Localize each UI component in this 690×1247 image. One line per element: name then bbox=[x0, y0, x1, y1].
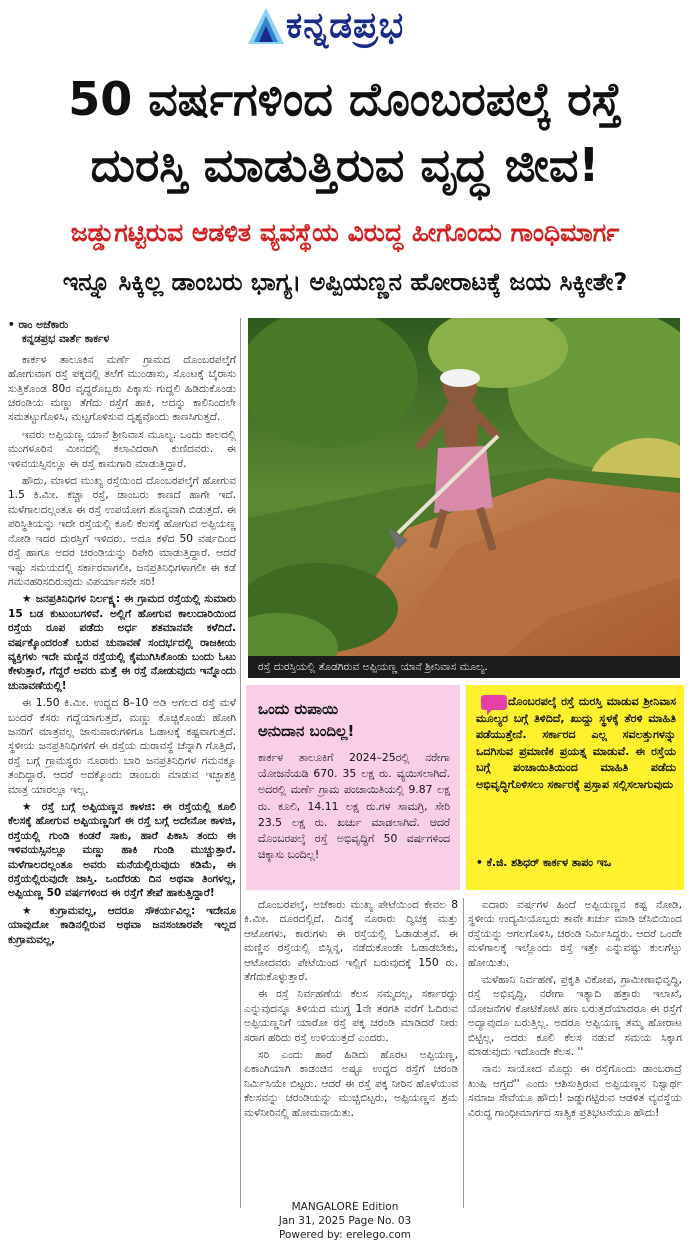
byline-org: ಕನ್ನಡಪ್ರಭ ವಾರ್ತೆ ಕಾರ್ಕಳ bbox=[22, 333, 110, 346]
subsection-paragraph: ★ ಜನಪ್ರತಿನಿಧಿಗಳ ನಿರ್ಲಕ್ಷ್ಯ: ಈ ಗ್ರಾಮದ ರಸ್ತೆಯಲ್ಲಿ ಸುಮಾರು 15 ಬಡ ಕುಟುಂಬಗಳಿವೆ. ಅಲ್ಲಿಗೆ ಹೋಗುವ ಕಾಲುದಾರಿಯಿಂದ ರಸ್ತೆಯ ರೂಪ ಪಡೆದು ಅರ್ಧ ಶತಮಾನವೇ ಕಳೆದಿದೆ. ವರ್ಷಕ್ಕೊಂದರಂತೆ ಬರುವ ಚುನಾವಣೆ ಸಂದರ್ಭದಲ್ಲಿ ರಾಜಕೀಯ ವ್ಯಕ್ತಿಗಳು ಇದೇ ಮಣ್ಣಿನ ರಸ್ತೆಯಲ್ಲಿ ಕೈಮುಗಿಸಿಕೊಂಡು ಬಂದು ಓಟು ಕೇಳುತ್ತಾರೆ, ಗೆದ್ದರೆ ಅವರು ಮತ್ತೆ ಈ ರಸ್ತೆ ನೋಡುವುದು ಇನ್ನೊಂದು ಚುನಾವಣೆಯಲ್ಲಿ! bbox=[8, 593, 236, 692]
pink-box-title-line-2: ಅನುದಾನ ಬಂದಿಲ್ಲ! bbox=[258, 722, 355, 740]
yellow-box-attribution: • ಕೆ.ಜಿ. ಶಶಿಧರ್ ಕಾರ್ಕಳ ತಾಪಂ ಇಒ bbox=[476, 856, 611, 869]
headline-line-2: ದುರಸ್ತಿ ಮಾಡುತ್ತಿರುವ ವೃದ್ಧ ಜೀವ! bbox=[90, 138, 600, 192]
edition-label: MANGALORE Edition bbox=[291, 1201, 399, 1213]
subsection-paragraph: ★ ಕುಗ್ರಾಮವಲ್ಲ, ಆದರೂ ಸೌಕರ್ಯವಿಲ್ಲ: ಇದೇನೂ ಯಾವುದೋ ಕಾಡಿನಲ್ಲಿರುವ ಅಥವಾ ಜನಸಂಚಾರವೇ ಇಲ್ಲದ ಕುಗ್ರಾಮವಲ್ಲ, bbox=[8, 904, 236, 946]
column-divider bbox=[240, 318, 241, 1208]
date-page-label: Jan 31, 2025 Page No. 03 bbox=[278, 1215, 412, 1227]
photo-caption: ರಸ್ತೆ ದುರಸ್ತಿಯಲ್ಲಿ ತೊಡಗಿರುವ ಅಪ್ಪಿಯಣ್ಣ ಯಾನೆ ಶ್ರೀನಿವಾಸ ಮೂಲ್ಯ. bbox=[248, 656, 680, 678]
subsection-paragraph: ★ ರಸ್ತೆ ಬಗ್ಗೆ ಅಪ್ಪಿಯಣ್ಣನ ಕಾಳಜಿ: ಈ ರಸ್ತೆಯಲ್ಲಿ ಕೂಲಿ ಕೆಲಸಕ್ಕೆ ಹೋಗುವ ಅಪ್ಪಿಯಣ್ಣನಿಗೆ ಈ ರಸ್ತೆ ಬಗ್ಗೆ ಅದೇನೋ ಕಾಳಜಿ, ರಸ್ತೆಯಲ್ಲಿ ಗುಂಡಿ ಕಂಡರೆ ಸಾಕು, ಹಾರೆ ಪಿಕಾಸಿ ತಂದು ಈ ಇಳಿವಯಸ್ಸಿನಲ್ಲೂ ಮಣ್ಣು ಹಾಕಿ ಗುಂಡಿ ಮುಚ್ಚುತ್ತಾರೆ. ಮಳೆಗಾಲದಲ್ಲಂತೂ ಅವರು ಮನೆಯಲ್ಲಿರುವುದು ಕಡಿಮೆ, ಈ ರಸ್ತೆಯಲ್ಲಿರುವುದೇ ಜಾಸ್ತಿ. ಒಂದೆರಡು ದಿನ ಅಥವಾ ತಿಂಗಳಲ್ಲ, ಅಪ್ಪಿಯಣ್ಣ 50 ವರ್ಷಗಳಿಂದ ಈ ರಸ್ತೆಗೆ ತೇಪೆ ಹಾಕುತ್ತಿದ್ದಾರೆ! bbox=[8, 801, 236, 900]
article-photo bbox=[248, 318, 680, 678]
pink-box-title bbox=[258, 698, 454, 742]
man-repairing-road-photo bbox=[248, 318, 680, 678]
subheadline-red: ಜಡ್ಡುಗಟ್ಟಿರುವ ಆಡಳಿತ ವ್ಯವಸ್ಥೆಯ ವಿರುದ್ಧ ಹೀಗೊಂದು ಗಾಂಧಿಮಾರ್ಗ bbox=[70, 218, 620, 247]
page-footer bbox=[0, 1200, 690, 1242]
subheadline-black: ಇನ್ನೂ ಸಿಕ್ಕಿಲ್ಲ ಡಾಂಬರು ಭಾಗ್ಯ। ಅಪ್ಪಿಯಣ್ಣನ ಹೋರಾಟಕ್ಕೆ ಜಯ ಸಿಕ್ಕೀತೇ? bbox=[62, 268, 628, 296]
powered-by-link[interactable]: Powered by: erelego.com bbox=[278, 1229, 412, 1241]
paragraph: ಈ 1.50 ಕಿ.ಮೀ. ಉದ್ದದ 8–10 ಅಡಿ ಅಗಲದ ರಸ್ತೆ ಮಳೆ ಬಂದರೆ ಕೆಸರು ಗದ್ದೆಯಾಗುತ್ತದೆ, ಮಣ್ಣು ಕೊಚ್ಚಿಕೊಂಡು ಹೋಗಿ ಜನರಿಗೆ ಮಾತ್ರವಲ್ಲ ಜಾನುವಾರುಗಳಿಗೂ ಓಡಾಟಕ್ಕೆ ಕಷ್ಟವಾಗುತ್ತದೆ. ಸ್ಥಳೀಯ ಜನಪ್ರತಿನಿಧಿಗಳಿಗೆ ಈ ರಸ್ತೆಯ ದುರಾವಸ್ಥೆ ಚೆನ್ನಾಗಿ ಗೊತ್ತಿದೆ, ರಸ್ತೆ ಬಗ್ಗೆ ಗ್ರಾಮಸ್ಥರು ನೂರಾರು ಬಾರಿ ಜನಪ್ರತಿನಿಧಿಗಳ ಗಮನಕ್ಕೂ ತಂದಿದ್ದಾರೆ. ಆದರೆ ಅದಕ್ಕೊಂದು ಡಾಂಬರು ಮಾಡುವ ಇಚ್ಛಾಶಕ್ತಿ ಮಾತ್ರ ಯಾರಲ್ಲೂ ಇಲ್ಲ. bbox=[8, 697, 236, 796]
yellow-box-quote: ದೊಂಬರಪಲ್ಕೆ ರಸ್ತೆ ದುರಸ್ತಿ ಮಾಡುವ ಶ್ರೀನಿವಾಸ ಮೂಲ್ಯರ ಬಗ್ಗೆ ತಿಳಿದಿದೆ, ಖುದ್ದು ಸ್ಥಳಕ್ಕೆ ತೆರಳಿ ಮಾಹಿತಿ ಪಡೆಯುತ್ತೇನೆ. ಸರ್ಕಾರದ ಎಲ್ಲ ಸವಲತ್ತುಗಳನ್ನು ಒದಗಿಸುವ ಪ್ರಮಾಣಿಕ ಪ್ರಯತ್ನ ಮಾಡುವೆ. ಈ ರಸ್ತೆಯ ಬಗ್ಗೆ ಪಂಚಾಯಿತಿಯಿಂದ ಮಾಹಿತಿ ಪಡೆದು ಅಭಿವೃದ್ಧಿಗೊಳಿಸಲು ಸರ್ಕಾರಕ್ಕೆ ಪ್ರಸ್ತಾಪ ಸಲ್ಲಿಸಲಾಗುವುದು bbox=[476, 695, 676, 791]
paragraph: ದೊಂಬರಪಲ್ಕೆ, ಅಜೆಕಾರು ಮುಖ್ಯ ಪೇಟೆಯಿಂದ ಕೇವಲ 8 ಕಿ.ಮೀ. ದೂರದಲ್ಲಿದೆ. ದಿನಕ್ಕೆ ನೂರಾರು ದ್ವಿಚಕ್ರ ಮತ್ತು ಆಟೋಗಳು, ಕಾರುಗಳು ಈ ರಸ್ತೆಯಲ್ಲಿ ಓಡಾಡುತ್ತವೆ. ಈ ಮಣ್ಣಿನ ರಸ್ತೆಯಲ್ಲಿ ಬಿಸ್ಲಿನ್ನ, ನಡೆದುಕೊಂಡೇ ಓಡಾಡಬೇಕು, ಆಟೋದವರು ಪೇಟೆಯಿಂದ ಇಲ್ಲಿಗೆ ಬರುವುದಕ್ಕೆ 150 ರು. ತೆಗೆದುಕೊಳ್ಳುತ್ತಾರೆ. bbox=[244, 899, 458, 984]
paragraph: ಮಳೆಹಾನಿ ನಿರ್ವಹಣೆ, ಪ್ರಕೃತಿ ವಿಕೋಪ, ಗ್ರಾಮೀಣಾಭಿವೃದ್ಧಿ, ರಸ್ತೆ ಅಭಿವೃದ್ಧಿ, ನರೇಗಾ ಇತ್ಯಾದಿ ಹತ್ತಾರು ಇಲಾಖೆ, ಯೋಜನೆಗಳ ಕೋಟಿಕೋಟಿ ಹಣ ಬರುತ್ತದೆಯಾದರೂ ಈ ರಸ್ತೆಗೆ ಅದ್ಯಾವುದೂ ಬರುತ್ತಿಲ್ಲ. ಅದರೂ ಅಪ್ಪಿಯಣ್ಣ ತಮ್ಮ ಹೋರಾಟ ಬಿಟ್ಟಿಲ್ಲ, ಅದರು ಕೂಲಿ ಕೆಲಸ ನಡುವೆ ಸಮಯ ಸಿಕ್ಕಾಗ ಮಾಡುವುದು ಇದೊಂದೇ ಕೆಲಸ. '' bbox=[468, 974, 682, 1059]
byline-name: • ರಾಂ ಅಜೆಕಾರು bbox=[8, 319, 69, 331]
paragraph: ಐದಾರು ವರ್ಷಗಳ ಹಿಂದೆ ಅಪ್ಪಿಯಣ್ಣನ ಕಷ್ಟ ನೋಡಿ, ಸ್ಥಳೀಯ ಉದ್ಯಮಿಯೊಬ್ಬರು ತಾವೇ ಖರ್ಚು ಮಾಡಿ ಜೆಸಿಬಿಯಿಂದ ರಸ್ತೆಯನ್ನು ಅಗಲಗೊಳಿಸಿ, ಚರಂಡಿ ನಿರ್ಮಿಸಿದ್ದರು. ಆದರೆ ಒಂದೇ ಮಳೆಗಾಲಕ್ಕೆ ಇಲ್ಲೊಂದು ರಸ್ತೆ ಇತ್ತೇ ಎನ್ನುವಷ್ಟು ಕುಲಗೆಟ್ಟು ಹೋಯಿತು. bbox=[468, 899, 682, 969]
pink-box-body: ಕಾರ್ಕಳ ತಾಲೂಕಿಗೆ 2024–25ರಲ್ಲಿ ನರೇಗಾ ಯೋಜನೆಯಡಿ 670. 35 ಲಕ್ಷ ರು. ವ್ಯಯಿಸಲಾಗಿದೆ. ಅದರಲ್ಲಿ ಮರ್ಣೆ ಗ್ರಾಮ ಪಂಚಾಯಿತಿಯಲ್ಲಿ 9.87 ಲಕ್ಷ ರು. ಕೂಲಿ, 14.11 ಲಕ್ಷ ರು.ಗಳ ಸಾಮಗ್ರಿ, ಸೇರಿ 23.5 ಲಕ್ಷ ರು. ಖರ್ಚು ಮಾಡಲಾಗಿದೆ. ಆದರೆ ದೊಂಬರಪಲ್ಕೆ ರಸ್ತೆ ಅಭಿವೃದ್ಧಿಗೆ 50 ವರ್ಷಗಳಿಂದ ಚಿಕ್ಕಾಸು ಬಂದಿಲ್ಲ! bbox=[258, 751, 450, 862]
masthead bbox=[0, 0, 690, 56]
logo-text: ಕನ್ನಡಪ್ರಭ bbox=[286, 4, 405, 46]
article-middle-column bbox=[244, 898, 458, 1208]
paragraph: ಹೌದು, ಮಾಳದ ಮುಖ್ಯ ರಸ್ತೆಯಿಂದ ದೊಂಬರಪಲ್ಕೆಗೆ ಹೋಗುವ 1.5 ಕಿ.ಮೀ. ಕಚ್ಚಾ ರಸ್ತೆ, ಡಾಂಬರು ಕಾಣದೆ ಹಾಗೇ ಇದೆ. ಮಳೆಗಾಲದಲ್ಲಂತೂ ಈ ರಸ್ತೆ ಉಪಯೋಗ ಶೂನ್ಯವಾಗಿ ಬಿಡುತ್ತದೆ. ಈ ಪರಿಸ್ಥಿತಿಯನ್ನು ಇದೇ ರಸ್ತೆಯಲ್ಲಿ ಕೂಲಿ ಕೆಲಸಕ್ಕೆ ಹೋಗುವ ಅಪ್ಪಿಯಣ್ಣ ನೋಡಿ ಇದರ ದುರಸ್ತಿಗೆ ಇಳಿದರು. ಅದೂ ಕಳೆದ 50 ವರ್ಷದಿಂದ ರಸ್ತೆ ಹಾಗೂ ಅದರ ಚರಂಡಿಯನ್ನು ರಿಪೇರಿ ಮಾಡುತ್ತಿದ್ದಾರೆ. ಆದರೆ ಇಷ್ಟು ಸಮಯದಲ್ಲಿ ಸರ್ಕಾರವಾಗಲೀ, ಜನಪ್ರತಿನಿಧಿಗಳಾಗಲೀ ಈ ಕಡೆ ಗಮನಹರಿಸದಿರುವುದು ವಿಪರ್ಯಾಸವೇ ಸರಿ! bbox=[8, 475, 236, 588]
column-divider bbox=[463, 898, 464, 1208]
pink-box-title-line-1: ಒಂದು ರುಪಾಯಿ bbox=[258, 700, 339, 718]
paragraph: ಕಾರ್ಕಳ ತಾಲೂಕಿನ ಮರ್ಣೆ ಗ್ರಾಮದ ದೊಂಬರಪಲ್ಕೆಗೆ ಹೋಗುವಾಗ ರಸ್ತೆ ಪಕ್ಕದಲ್ಲಿ ತಲೆಗೆ ಮುಂಡಾಸು, ಸೊಂಟಕ್ಕೆ ಬೈರಾಸು ಸುತ್ತಿಕೊಂಡ 80ರ ವೃದ್ಧರೊಬ್ಬರು ಪಿಕ್ಕಾಸು ಗುದ್ದಲಿ ಹಿಡಿದುಕೊಂಡು ಚರಂಡಿಯ ಮಣ್ಣು ತೆಗೆದು ರಸ್ತೆಗೆ ಹಾಕಿ, ಅದನ್ನು ಕಾಲಿನಿಂದಲೇ ಸಮತಟ್ಟುಗೊಳಿಸಿ, ಮಟ್ಟಗೊಳಿಸುವ ದೃಶ್ಯವೊಂದು ಕಾಣಸಿಗುತ್ತದೆ. bbox=[8, 353, 236, 424]
article-right-column bbox=[468, 898, 682, 1208]
kannada-prabha-logo-icon bbox=[246, 6, 286, 46]
paragraph: ಇವರು ಅಪ್ಪಿಯಣ್ಣ ಯಾನೆ ಶ್ರೀನಿವಾಸ ಮೂಲ್ಯ. ಒಂದು ಕಾಲದಲ್ಲಿ ಮಂಗಳೂರಿನ ಮೀನದಲ್ಲಿ ಕಲಾವಿದರಾಗಿ ಕುಣಿದವರು. ಈ ಇಳಿವಯಸ್ಸಿನಲ್ಲೂ ಈ ರಸ್ತೆ ಕಾಮಗಾರಿ ಮಾಡುತ್ತಿದ್ದಾರೆ. bbox=[8, 428, 236, 470]
paragraph: ಈ ರಸ್ತೆ ನಿರ್ವಹಣೆಯ ಕೆಲಸ ನಮ್ಮದಲ್ಲ, ಸರ್ಕಾರದ್ದು ಎನ್ನುವುದನ್ನೂ ತಿಳಿಯದ ಮುಗ್ಧ 1ನೇ ತರಗತಿ ವರೆಗೆ ಓದಿರುವ ಅಪ್ಪಿಯಣ್ಣನಿಗೆ ಯಾರೋ ರಸ್ತೆ ಪಕ್ಕ ಚರಂಡಿ ಮಾಡಿದರೆ ನೀರು ಸರಾಗ ಹರಿದು ರಸ್ತೆ ಉಳಿಯುತ್ತದೆ ಎಂದರು. bbox=[244, 988, 458, 1044]
paragraph: ನಾನು ಸಾಯೋದ ಮೊದ್ಲು ಈ ರಸ್ತೆಗೊಂದು ಡಾಂಬರಾದ್ರೆ ಖುಷಿ ಆಗ್ತದೆ'' ಎಂದು ಆಶಿಸುತ್ತಿರುವ ಅಪ್ಪಿಯಣ್ಣನ ನಿಸ್ವಾರ್ಥ ಸಮಾಜ ಸೇವೆಯೂ ಹೌದು! ಜಡ್ಡುಗಟ್ಟಿರುವ ಆಡಳಿತ ವ್ಯವಸ್ಥೆಯ ವಿರುದ್ಧ ಗಾಂಧೀಮಾರ್ಗದ ಸಾತ್ವಿಕ ಪ್ರತಿಭಟನೆಯೂ ಹೌದು! bbox=[468, 1063, 682, 1119]
paragraph: ಸರಿ ಎಂದು ಹಾರೆ ಹಿಡಿದು ಹೊರಟ ಅಪ್ಪಿಯಣ್ಣ, ಏಕಾಂಗಿಯಾಗಿ ಕಾಡಂಚಿನ ಅಷ್ಟೂ ಉದ್ದದ ರಸ್ತೆಗೆ ಚರಂಡಿ ನಿರ್ಮಿಸಿಯೇ ಬಿಟ್ಟರು. ಆದರೆ ಈ ರಸ್ತೆ ಪಕ್ಕ ನೀರಿನ ಹೊಳೆಯುವ ಕೆಲಸವನ್ನು ಚರಂಡಿಯನ್ನು ಮುಚ್ಚಿಬಿಟ್ಟರು, ಅಪ್ಪಿಯಣ್ಣನ ಶ್ರಮ ಮಳೆನೀರಿನಲ್ಲಿ ಹೋಮವಾಯಿತು. bbox=[244, 1049, 458, 1119]
article-left-column bbox=[8, 318, 236, 1206]
headline-line-1: 50 ವರ್ಷಗಳಿಂದ ದೊಂಬರಪಲ್ಕೆ ರಸ್ತೆ bbox=[68, 72, 622, 126]
